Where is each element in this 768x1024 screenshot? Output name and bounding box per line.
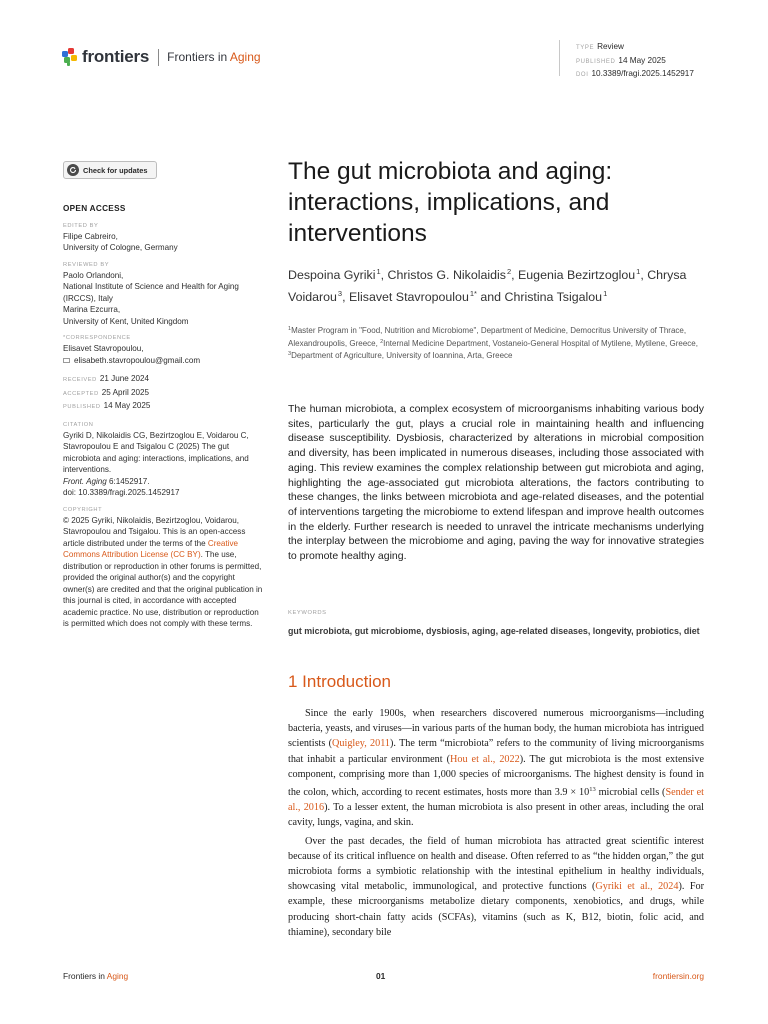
citation-link[interactable]: Sender et al., 2016 <box>288 787 704 814</box>
author-name[interactable]: Christos G. Nikolaidis <box>387 268 506 282</box>
envelope-icon <box>63 358 70 363</box>
sidebar-info <box>63 203 263 637</box>
correspondence-section <box>63 334 263 366</box>
reviewed-by-label: REVIEWED BY <box>63 261 110 268</box>
exponent: 13 <box>589 786 596 794</box>
citation-body: Gyriki D, Nikolaidis CG, Bezirtzoglou E, Voidarou C, Stavropoulou E and Tsigalou C (2025) The gut microbiota and aging: interactions, implications, and interventions. <box>63 430 249 474</box>
author-affiliation-marker: 3 <box>337 288 343 298</box>
paragraph <box>288 706 704 831</box>
affiliation-marker: 2 <box>380 338 384 345</box>
affiliation-text: Department of Agriculture, University of Ioannina, Arta, Greece <box>291 351 513 360</box>
logo-divider <box>158 49 159 66</box>
meta-divider <box>559 40 560 76</box>
text-run: ). The term “microbiota” refers to the community of living microorganisms that inhabit a particular environment ( <box>288 738 704 765</box>
citation-section <box>63 421 263 499</box>
text-run: Since the early 1900s, when researchers discovered numerous microorganisms—including bacteria, yeasts, and viruses—in various parts of the human body, the human microbiota has intrigued scientists ( <box>288 708 704 750</box>
author-affiliation-marker: 1 <box>603 288 608 298</box>
refresh-icon <box>67 164 79 176</box>
citation-link[interactable]: Gyriki et al., 2024 <box>595 881 679 893</box>
citation-label: CITATION <box>63 421 94 428</box>
copyright-label: COPYRIGHT <box>63 506 103 513</box>
journal-accent: Aging <box>229 50 261 64</box>
reviewed-by-section <box>63 261 263 328</box>
text-run: ). The gut microbiota is the most extensive component, comprising more than 1,000 species of microorganisms. The highest density is found in the colon, which, according to recent estimates, hosts more than 3.9 × 10 <box>288 753 704 799</box>
published-row <box>63 400 263 414</box>
author-name[interactable]: Elisavet Stavropoulou <box>348 289 469 304</box>
keywords-label: KEYWORDS <box>288 610 327 616</box>
accepted-row <box>63 387 263 401</box>
received-date: 21 June 2024 <box>99 374 149 383</box>
footer-site-link[interactable]: frontiersin.org <box>652 971 704 981</box>
correspondence-name: Elisavet Stavropoulou, <box>63 344 144 353</box>
published-label: PUBLISHED <box>63 404 101 410</box>
author-affiliation-marker: 1 <box>376 267 381 276</box>
frontiers-logo[interactable] <box>62 47 261 67</box>
journal-name[interactable] <box>167 50 260 64</box>
citation-text <box>63 430 263 499</box>
footer-journal-prefix: Frontiers in <box>63 971 107 981</box>
author-name[interactable]: Christina Tsigalou <box>504 289 603 304</box>
author-separator: , <box>640 268 648 282</box>
copyright-part-b: . The use, distribution or reproduction in other forums is permitted, provided the original author(s) and the copyright owner(s) are credited and that the original publication in this journal is cited, in accordance with accepted academic practice. No use, distribution or reproduction is permitted which does not comply with these terms. <box>63 550 263 628</box>
author-name[interactable]: Despoina Gyriki <box>288 268 376 282</box>
reviewer-name: Marina Ezcurra, <box>63 305 121 314</box>
correspondence-email[interactable] <box>63 355 263 367</box>
text-run: ). To a lesser extent, the human microbiota is also present in other areas, including the oral cavity, lungs, vagina, and skin. <box>288 802 704 829</box>
correspondence-label: *CORRESPONDENCE <box>63 335 131 341</box>
edited-by-section <box>63 222 263 254</box>
meta-published-label: PUBLISHED <box>576 58 616 65</box>
affiliation-marker: 1 <box>288 326 292 332</box>
affiliation-text: Internal Medicine Department, Vostaneio-General Hospital of Mytilene, Mytilene, Greece, <box>383 338 698 348</box>
citation-journal: Front. Aging <box>63 476 107 486</box>
dates-section <box>63 373 263 414</box>
author-separator: , <box>380 268 388 282</box>
author-name[interactable]: Eugenia Bezirtzoglou <box>518 268 636 282</box>
text-run: ). For example, these microorganisms metabolize dietary components, xenobiotics, and drugs, while producing short-chain fatty acids (SCFAs), vitamins (such as K, B12, biotin, folic acid, and thiamine), secondary bile <box>288 881 704 938</box>
author-separator: , <box>511 268 519 282</box>
citation-volume: 6:1452917. <box>106 476 150 486</box>
meta-published-value: 14 May 2025 <box>618 55 666 65</box>
affiliation-text: Master Program in "Food, Nutrition and Microbiome", Department of Medicine, Democritus University of Thrace, Alexandroupolis, Greece, <box>288 326 687 348</box>
copyright-section <box>63 506 263 630</box>
editor-name: Filipe Cabreiro, <box>63 231 118 241</box>
citation-link[interactable]: Quigley, 2011 <box>332 738 391 750</box>
article-body <box>288 706 704 940</box>
article-title: The gut microbiota and aging: interactions, implications, and interventions <box>288 158 613 247</box>
meta-doi[interactable] <box>576 68 694 82</box>
received-row <box>63 373 263 387</box>
author-name[interactable]: Chrysa Voidarou <box>288 268 687 304</box>
affiliations <box>288 324 713 362</box>
reviewer-affiliation: National Institute of Science and Health for Aging (IRCCS), Italy <box>63 282 239 303</box>
article-meta <box>576 41 694 82</box>
meta-type <box>576 41 694 55</box>
keywords: gut microbiota, gut microbiome, dysbiosis, aging, age-related diseases, longevity, probiotics, diet <box>288 626 700 636</box>
footer-journal[interactable] <box>63 971 128 981</box>
author-separator: , <box>342 289 349 304</box>
copyright-text <box>63 515 263 630</box>
brand-name: frontiers <box>82 47 150 66</box>
journal-prefix: Frontiers in <box>167 50 230 64</box>
reviewer-affiliation: University of Kent, United Kingdom <box>63 316 189 326</box>
meta-type-value: Review <box>597 42 624 51</box>
meta-type-label: TYPE <box>576 45 595 51</box>
author-separator: and <box>476 289 505 304</box>
page-number: 01 <box>376 971 386 981</box>
check-for-updates-button[interactable] <box>63 161 157 179</box>
reviewer-name: Paolo Orlandoni, <box>63 270 124 280</box>
meta-published <box>576 55 694 69</box>
check-for-updates-label: Check for updates <box>83 165 148 175</box>
copyright-part-a: © 2025 Gyriki, Nikolaidis, Bezirtzoglou, Voidarou, Stavropoulou and Tsigalou. This is an open-access article distributed under the terms of the <box>63 515 246 548</box>
email-link[interactable]: elisabeth.stavropoulou@gmail.com <box>74 355 201 365</box>
text-run: Over the past decades, the field of human microbiota has attracted great scientific interest because of its critical influence on health and disease. Often referred to as “the hidden organ,” the gut microbiota forms a symbiotic relationship with the intestinal epithelium in healthy individuals, showcasing vital metabolic, immunological, and protective functions ( <box>288 835 704 893</box>
license-link[interactable]: Creative Commons Attribution License (CC BY) <box>63 538 239 559</box>
text-run: microbial cells ( <box>595 787 666 799</box>
accepted-date: 25 April 2025 <box>101 387 150 397</box>
section-heading: 1 Introduction <box>288 672 392 691</box>
author-affiliation-marker: 2 <box>506 267 512 276</box>
frontiers-logo-icon <box>62 48 78 66</box>
open-access-label: OPEN ACCESS <box>63 204 126 213</box>
author-list <box>288 263 713 306</box>
abstract: The human microbiota, a complex ecosystem of microorganisms inhabiting various body sites, particularly the gut, plays a crucial role in maintaining health and influencing disease susceptibility. Dysbiosis, characterized by alterations in microbial composition and diversity, has been implicated in numerous diseases, including those associated with aging. This review examines the complex relationship between gut microbiota and aging, highlighting the age-associated gut microbiota alterations, the factors contributing to these changes, the links between microbiota and age-related diseases, and the potential of interventions targeting the microbiome to extend lifespan and improve health outcomes in the elderly. Further research is needed to unravel the intricate mechanisms underlying the interplay between the microbiome and aging, paving the way for innovative strategies to promote healthy aging. <box>288 403 704 563</box>
citation-doi: doi: 10.3389/fragi.2025.1452917 <box>63 488 180 497</box>
author-affiliation-marker: 1* <box>469 288 477 298</box>
author-affiliation-marker: 1 <box>636 267 641 276</box>
meta-doi-value[interactable]: 10.3389/fragi.2025.1452917 <box>591 69 694 78</box>
edited-by-label: EDITED BY <box>63 222 99 229</box>
footer-journal-accent: Aging <box>106 971 129 981</box>
affiliation-marker: 3 <box>288 351 292 357</box>
editor-affiliation: University of Cologne, Germany <box>63 243 178 252</box>
published-date: 14 May 2025 <box>103 401 151 410</box>
citation-link[interactable]: Hou et al., 2022 <box>450 753 520 765</box>
accepted-label: ACCEPTED <box>63 390 99 397</box>
paragraph <box>288 834 704 940</box>
meta-doi-label: DOI <box>576 72 589 78</box>
received-label: RECEIVED <box>63 377 97 383</box>
